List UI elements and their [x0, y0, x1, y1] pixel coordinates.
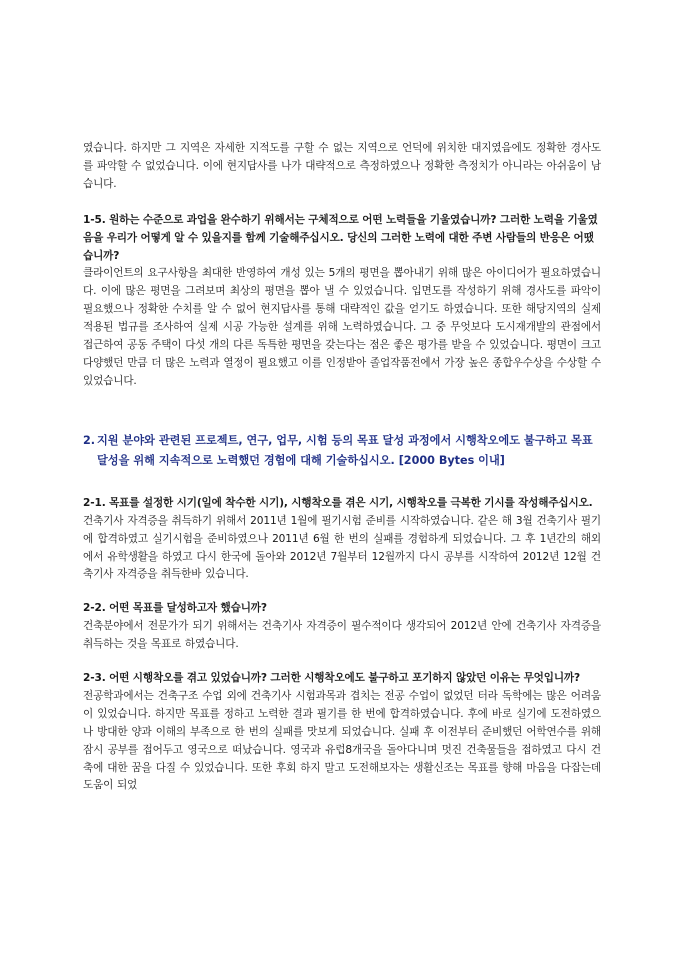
section-2-heading — [83, 431, 601, 471]
spacer — [83, 194, 601, 212]
answer-2-3: 전공학과에서는 건축구조 수업 외에 건축기사 시험과목과 겹치는 전공 수업이 없었던 터라 독학에는 많은 어려움이 있었습니다. 하지만 목표를 정하고 노력한 결과 필기를 한 번에 합격하였습니다. 후에 바로 실기에 도전하였으나 방대한 양과 이해의 부족으로 한 번의 실패를 맛보게 되었습니다. 실패 후 이전부터 준비했던 어학연수를 위해 잠시 공부를 접어두고 영국으로 떠났습니다. 영국과 유럽8개국을 돌아다니며 멋진 건축물들을 접하였고 다시 건축에 대한 꿈을 다질 수 있었습니다. 또한 후회 하지 말고 도전해보자는 생활신조는 목표를 향해 마음을 다잡는데 도움이 되었 — [83, 689, 601, 792]
spacer — [83, 391, 601, 431]
answer-2-1: 건축기사 자격증을 취득하기 위해서 2011년 1월에 필기시험 준비를 시작하였습니다. 같은 해 3월 건축기사 필기에 합격하였고 실기시험을 준비하였으나 2011년 6월 한 번의 실패를 경험하게 되었습니다. 그 후 1년간의 해외에서 유학생활을 하였고 다시 한국에 돌아와 2012년 7월부터 12월까지 다시 공부를 시작하여 2012년 12월 건축기사 자격증을 취득한바 있습니다. — [83, 514, 601, 581]
spacer — [83, 471, 601, 495]
question-1-5: 1-5. 원하는 수준으로 과업을 완수하기 위해서는 구체적으로 어떤 노력들을 기울였습니까? 그러한 노력을 기울였음을 우리가 어떻게 알 수 있을지를 함께 기술해주십시오. 당신의 그러한 노력에 대한 주변 사람들의 반응은 어땠습니까? — [83, 213, 598, 262]
section-2-title: 지원 분야와 관련된 프로젝트, 연구, 업무, 시험 등의 목표 달성 과정에서 시행착오에도 불구하고 목표달성을 위해 지속적으로 노력했던 경험에 대해 기술하십시오. [2000 Bytes 이내] — [97, 433, 593, 467]
answer-2-2: 건축분야에서 전문가가 되기 위해서는 건축기사 자격증이 필수적이다 생각되어 2012년 안에 건축기사 자격증을 취득하는 것을 목표로 하였습니다. — [83, 620, 601, 651]
question-2-2: 2-2. 어떤 목표를 달성하고자 했습니까? — [83, 602, 267, 615]
section-2-number: 2. — [83, 433, 96, 447]
question-2-1: 2-1. 목표를 설정한 시기(일에 착수한 시기), 시행착오를 겪은 시기, 시행착오를 극복한 기시를 작성해주십시오. — [83, 496, 593, 509]
answer-1-5: 클라이언트의 요구사항을 최대한 반영하여 개성 있는 5개의 평면을 뽑아내기 위해 많은 아이디어가 필요하였습니다. 이에 많은 평면을 그려보며 최상의 평면을 뽑아 낼 수 있었습니다. 입면도를 작성하기 위해 경사도를 파악이 필요했으나 정확한 수치를 알 수 없어 현지답사를 통해 대략적인 값을 얻기도 하였습니다. 또한 해당지역의 실제 적용된 법규를 조사하여 실제 시공 가능한 설계를 위해 노력하였습니다. 그 중 무엇보다 도시재개발의 관점에서 접근하여 공동 주택이 다섯 개의 다른 독특한 평면을 갖는다는 점은 좋은 평가를 받을 수 있었습니다. 평면이 크고 다양했던 만큼 더 많은 노력과 열정이 필요했고 이를 인정받아 졸업작품전에서 가장 높은 종합우수상을 수상할 수 있었습니다. — [83, 267, 601, 387]
spacer — [83, 654, 601, 670]
intro-paragraph: 였습니다. 하지만 그 지역은 자세한 지적도를 구할 수 없는 지역으로 언덕에 위치한 대지였음에도 정확한 경사도를 파악할 수 없었습니다. 이에 현지답사를 나가 대략적으로 측정하였으나 정확한 측정치가 아니라는 아쉬움이 남습니다. — [83, 142, 601, 190]
spacer — [83, 584, 601, 600]
question-2-3: 2-3. 어떤 시행착오를 겪고 있었습니까? 그러한 시행착오에도 불구하고 포기하지 않았던 이유는 무엇입니까? — [83, 672, 580, 685]
document-body — [83, 140, 601, 795]
